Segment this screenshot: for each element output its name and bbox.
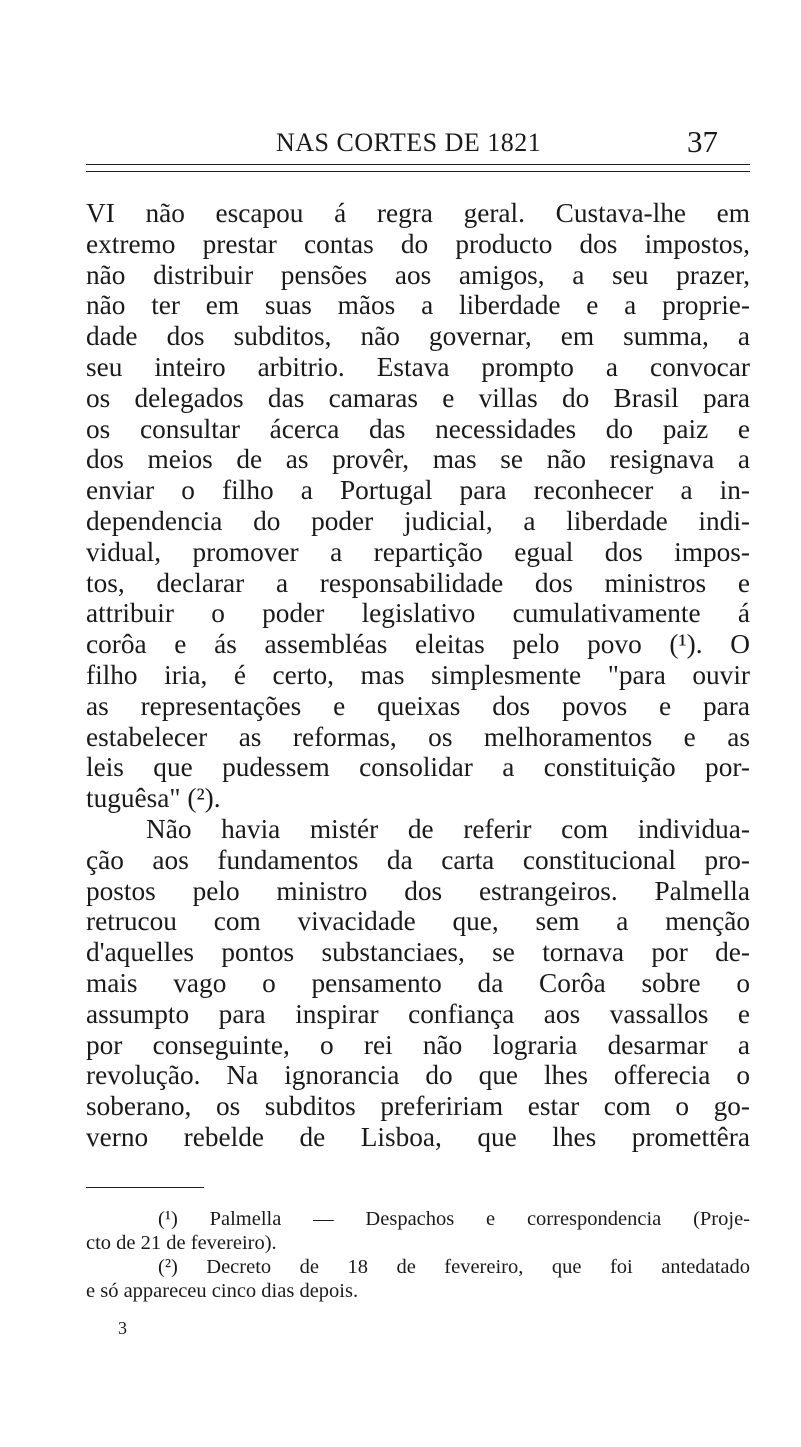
body-line: attribuir o poder legislativo cumulativamente á	[86, 598, 750, 629]
header-rule-top	[86, 164, 750, 165]
body-line: dos meios de as provêr, mas se não resignava a	[86, 444, 750, 475]
footnote-2: (²) Decreto de 18 de fevereiro, que foi antedatado	[158, 1256, 750, 1278]
body-line: revolução. Na ignorancia do que lhes offerecia o	[86, 1060, 750, 1091]
signature-mark: 3	[118, 1318, 127, 1338]
body-line: por conseguinte, o rei não lograria desarmar a	[86, 1029, 750, 1060]
body-line: as representações e queixas dos povos e para	[86, 690, 750, 721]
running-head	[86, 124, 750, 164]
body-line: dependencia do poder judicial, a liberdade indi-	[86, 505, 750, 536]
body-line: verno rebelde de Lisboa, que lhes promettêra	[86, 1121, 750, 1152]
body-line: corôa e ás assembléas eleitas pelo povo (¹). O	[86, 629, 750, 660]
body-line: extremo prestar contas do producto dos impostos,	[86, 228, 750, 259]
body-line: leis que pudessem consolidar a constituição por-	[86, 752, 750, 783]
body-line: retrucou com vivacidade que, sem a menção	[86, 906, 750, 937]
footnote-separator	[86, 1187, 204, 1188]
page-number: 37	[687, 124, 718, 159]
body-line: ção aos fundamentos da carta constitucional pro-	[86, 844, 750, 875]
running-title: NAS CORTES DE 1821	[276, 128, 542, 157]
body-line: mais vago o pensamento da Corôa sobre o	[86, 967, 750, 998]
body-line: os delegados das camaras e villas do Brasil para	[86, 382, 750, 413]
header-rule-bottom	[86, 171, 750, 172]
body-line: tos, declarar a responsabilidade dos ministros e	[86, 567, 750, 598]
body-line: postos pelo ministro dos estrangeiros. Palmella	[86, 875, 750, 906]
body-line: dade dos subditos, não governar, em summa, a	[86, 321, 750, 352]
body-line: filho iria, é certo, mas simplesmente "para ouvir	[86, 659, 750, 690]
body-line: estabelecer as reformas, os melhoramentos e as	[86, 721, 750, 752]
footnotes	[86, 1207, 750, 1303]
body-line: os consultar ácerca das necessidades do paiz e	[86, 413, 750, 444]
body-line: seu inteiro arbitrio. Estava prompto a convocar	[86, 351, 750, 382]
footnote-1: (¹) Palmella — Despachos e correspondencia (Proje-	[158, 1208, 750, 1230]
footnote-2-continued: e só appareceu cinco dias depois.	[86, 1280, 359, 1302]
body-text	[86, 198, 750, 1153]
body-line: enviar o filho a Portugal para reconhecer a in-	[86, 475, 750, 506]
body-line: vidual, promover a repartição egual dos impos-	[86, 536, 750, 567]
body-line: soberano, os subditos prefeririam estar com o go-	[86, 1091, 750, 1122]
body-line: d'aquelles pontos substanciaes, se tornava por de-	[86, 937, 750, 968]
paragraph-start-line: Não havia mistér de referir com individua-	[146, 813, 750, 844]
body-line: não distribuir pensões aos amigos, a seu prazer,	[86, 259, 750, 290]
body-line: tuguêsa" (²).	[86, 783, 221, 814]
body-line: não ter em suas mãos a liberdade e a proprie-	[86, 290, 750, 321]
body-line: assumpto para inspirar confiança aos vassallos e	[86, 998, 750, 1029]
footnote-1-continued: cto de 21 de fevereiro).	[86, 1232, 277, 1254]
body-line: VI não escapou á regra geral. Custava-lhe em	[86, 198, 750, 228]
